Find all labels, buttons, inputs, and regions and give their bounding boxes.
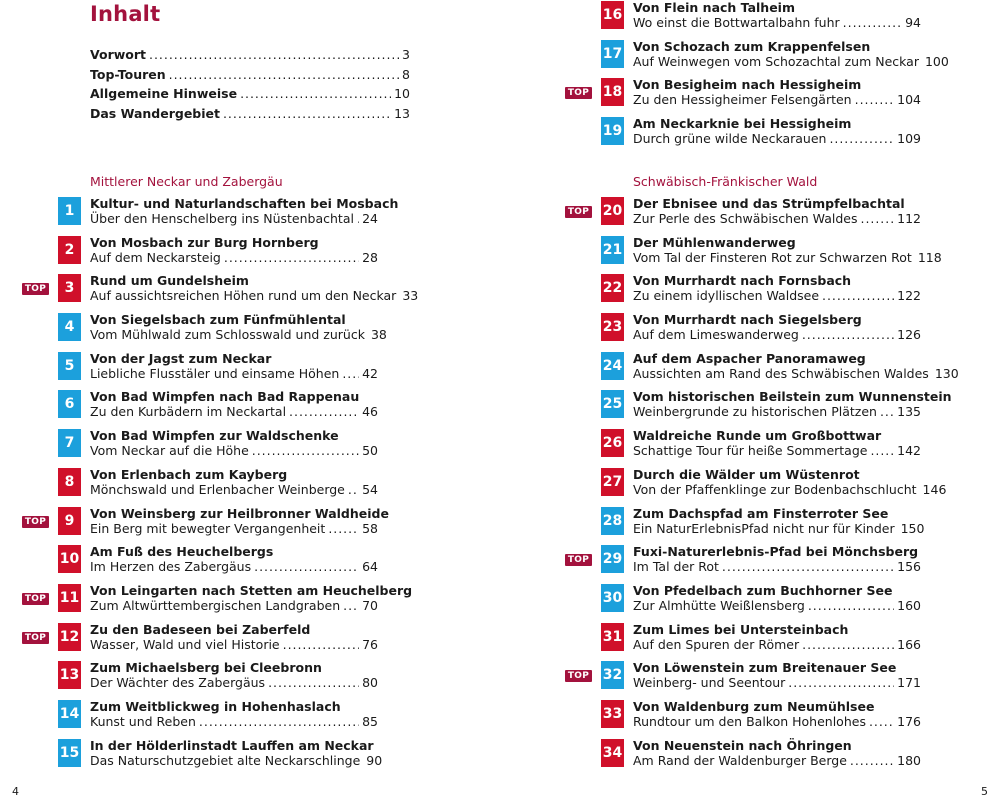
tour-text xyxy=(90,622,378,653)
tour-list-right-top xyxy=(567,0,953,155)
tour-subtitle-row xyxy=(633,365,959,382)
leader-dots xyxy=(850,753,894,769)
section-title-schwaebisch-fraenkischer-wald: Schwäbisch-Fränkischer Wald xyxy=(633,174,818,189)
tour-number-badge: 16 xyxy=(601,1,624,29)
tour-page-number: 80 xyxy=(362,675,378,691)
tour-title: Am Neckarknie bei Hessigheim xyxy=(633,116,852,132)
tour-number-badge: 31 xyxy=(601,623,624,651)
tour-number-badge: 19 xyxy=(601,117,624,145)
leader-dots xyxy=(870,443,894,459)
tour-title: Von Erlenbach zum Kayberg xyxy=(90,466,288,482)
tour-number-badge: 23 xyxy=(601,313,624,341)
tour-text xyxy=(633,234,942,266)
tour-title: Von Bad Wimpfen nach Bad Rappenau xyxy=(90,389,360,405)
leader-dots xyxy=(289,404,359,420)
tour-entry[interactable] xyxy=(601,0,953,39)
tour-subtitle-row xyxy=(90,521,378,537)
tour-subtitle: Zum Altwürttembergischen Landgraben xyxy=(90,597,341,613)
tour-subtitle-row xyxy=(633,327,921,343)
tour-number-badge: 27 xyxy=(601,468,624,496)
tour-text xyxy=(90,660,378,691)
leader-dots xyxy=(254,559,359,575)
tour-page-number: 24 xyxy=(362,211,378,226)
tour-entry[interactable] xyxy=(567,196,953,235)
leader-dots xyxy=(802,637,894,653)
tour-text xyxy=(633,273,921,304)
tour-text xyxy=(90,273,419,304)
tour-subtitle-row xyxy=(633,675,921,691)
tour-text xyxy=(633,196,921,227)
tour-subtitle-row xyxy=(90,714,378,730)
leader-dots xyxy=(343,598,359,614)
tour-page-number: 109 xyxy=(897,131,921,147)
tour-entry[interactable] xyxy=(601,312,953,351)
tour-number-badge: 20 xyxy=(601,197,624,225)
leader-dots xyxy=(268,675,359,691)
tour-page-number: 85 xyxy=(362,713,378,729)
tour-page-number: 171 xyxy=(897,675,921,691)
tour-page-number: 70 xyxy=(362,597,378,613)
tour-subtitle-row xyxy=(633,404,921,420)
tour-text xyxy=(633,466,947,498)
tour-entry[interactable] xyxy=(58,699,410,738)
tour-page-number: 100 xyxy=(924,53,949,69)
toc-entry-page: 3 xyxy=(402,47,410,62)
tour-entry[interactable] xyxy=(601,583,953,622)
leader-dots xyxy=(223,106,391,121)
tour-subtitle: Kunst und Reben xyxy=(90,713,196,729)
tour-subtitle-row xyxy=(90,443,378,459)
tour-page-number: 76 xyxy=(362,636,378,652)
tour-subtitle: Auf aussichtsreichen Höhen rund um den Neckar xyxy=(90,288,397,304)
tour-entry[interactable] xyxy=(58,389,410,428)
tour-number-badge: 33 xyxy=(601,700,624,728)
tour-subtitle-row xyxy=(90,404,378,420)
top-tour-badge: TOP xyxy=(22,593,49,605)
tour-text xyxy=(633,428,921,459)
tour-subtitle: Im Herzen des Zabergäus xyxy=(90,559,252,575)
tour-entry[interactable] xyxy=(601,506,953,545)
tour-subtitle: Der Wächter des Zabergäus xyxy=(90,675,266,691)
tour-title: Fuxi-Naturerlebnis-Pfad bei Mönchsberg xyxy=(633,544,919,560)
tour-page-number: 180 xyxy=(897,752,921,768)
tour-number-badge: 3 xyxy=(58,274,81,302)
top-tour-badge: TOP xyxy=(565,87,592,99)
tour-page-number: 54 xyxy=(362,481,378,497)
tour-subtitle: Weinbergrunde zu historischen Plätzen xyxy=(633,404,877,420)
tour-page-number: 118 xyxy=(917,249,942,265)
tour-subtitle: Am Rand der Waldenburger Berge xyxy=(633,752,847,768)
tour-entry[interactable] xyxy=(601,622,953,661)
tour-entry[interactable] xyxy=(601,39,953,78)
tour-subtitle-row xyxy=(633,249,942,266)
leader-dots xyxy=(861,211,895,227)
tour-text xyxy=(633,38,949,70)
tour-entry[interactable] xyxy=(567,77,953,116)
leader-dots xyxy=(843,15,902,31)
tour-text xyxy=(633,583,921,614)
tour-text xyxy=(90,582,413,614)
tour-number-badge: 34 xyxy=(601,739,624,767)
tour-number-badge: 2 xyxy=(58,236,81,264)
tour-subtitle: Rundtour um den Balkon Hohenlohes xyxy=(633,713,866,729)
tour-page-number: 146 xyxy=(922,481,947,497)
tour-page-number: 33 xyxy=(402,288,419,304)
toc-entry-label: Allgemeine Hinweise xyxy=(90,86,238,101)
tour-number-badge: 4 xyxy=(58,313,81,341)
tour-page-number: 126 xyxy=(897,327,921,343)
tour-subtitle-row xyxy=(90,366,378,382)
tour-title: Von Waldenburg zum Neumühlsee xyxy=(633,698,875,714)
tour-text xyxy=(633,389,952,420)
tour-text xyxy=(90,196,399,227)
top-tour-badge: TOP xyxy=(565,554,592,566)
section-title-mittlerer-neckar: Mittlerer Neckar und Zabergäu xyxy=(90,174,283,189)
tour-entry[interactable] xyxy=(601,235,953,274)
tour-subtitle-row xyxy=(633,714,921,730)
tour-text xyxy=(633,699,921,730)
tour-subtitle: Zur Almhütte Weißlensberg xyxy=(633,597,805,613)
tour-page-number: 94 xyxy=(905,15,921,30)
tour-subtitle: Vom Tal der Finsteren Rot zur Schwarzen Rot xyxy=(633,249,912,265)
tour-number-badge: 7 xyxy=(58,429,81,457)
tour-title: Von Besigheim nach Hessigheim xyxy=(633,77,862,93)
tour-title: Zum Weitblickweg in Hohenhaslach xyxy=(90,698,341,714)
tour-subtitle-row xyxy=(90,288,419,304)
tour-number-badge: 30 xyxy=(601,584,624,612)
tour-number-badge: 1 xyxy=(58,197,81,225)
tour-page-number: 176 xyxy=(897,713,921,729)
tour-subtitle: Vom Mühlwald zum Schlosswald und zurück xyxy=(90,327,365,343)
tour-subtitle-row xyxy=(633,211,921,227)
tour-page-number: 112 xyxy=(897,211,921,226)
leader-dots xyxy=(342,366,359,382)
tour-subtitle-row xyxy=(633,753,921,769)
tour-number-badge: 32 xyxy=(601,661,624,689)
tour-number-badge: 28 xyxy=(601,507,624,535)
leader-dots xyxy=(283,637,359,653)
tour-title: Von der Jagst zum Neckar xyxy=(90,350,272,366)
tour-subtitle-row xyxy=(90,327,387,343)
tour-title: Von Löwenstein zum Breitenauer See xyxy=(633,660,897,676)
tour-subtitle: Zu den Kurbädern im Neckartal xyxy=(90,404,287,420)
tour-entry[interactable] xyxy=(58,351,410,390)
tour-text xyxy=(90,699,378,730)
tour-page-number: 104 xyxy=(897,92,921,108)
tour-number-badge: 29 xyxy=(601,545,624,573)
tour-title: Von Flein nach Talheim xyxy=(633,0,795,15)
tour-subtitle: Schattige Tour für heiße Sommertage xyxy=(633,443,868,459)
tour-title: Von Murrhardt nach Siegelsberg xyxy=(633,312,862,328)
tour-entry[interactable] xyxy=(58,428,410,467)
tour-entry[interactable] xyxy=(601,467,953,506)
tour-text xyxy=(90,737,383,769)
tour-number-badge: 22 xyxy=(601,274,624,302)
toc-entry-label: Top-Touren xyxy=(90,66,166,82)
toc-entry[interactable] xyxy=(90,86,410,106)
tour-subtitle: Weinberg- und Seentour xyxy=(633,675,786,691)
leader-dots xyxy=(802,327,894,343)
leader-dots xyxy=(869,714,894,730)
leader-dots xyxy=(829,131,894,147)
leader-dots xyxy=(808,598,894,614)
toc-entry-page: 10 xyxy=(394,86,410,101)
top-tour-badge: TOP xyxy=(22,516,49,528)
tour-page-number: 90 xyxy=(366,752,383,768)
tour-subtitle-row xyxy=(633,443,921,459)
tour-entry[interactable] xyxy=(601,273,953,312)
tour-title: Von Neuenstein nach Öhringen xyxy=(633,737,852,753)
tour-text xyxy=(90,428,378,459)
top-tour-badge: TOP xyxy=(22,632,49,644)
tour-subtitle-row xyxy=(633,288,921,304)
tour-number-badge: 10 xyxy=(58,545,81,573)
tour-title: Rund um Gundelsheim xyxy=(90,273,249,289)
toc-entry[interactable] xyxy=(90,106,410,126)
tour-page-number: 64 xyxy=(362,559,378,575)
tour-text xyxy=(633,505,925,537)
tour-subtitle-row xyxy=(90,598,378,614)
page-number-right: 5 xyxy=(981,785,988,798)
tour-subtitle: Zu den Hessigheimer Felsengärten xyxy=(633,92,852,108)
tour-subtitle: Mönchswald und Erlenbacher Weinberge xyxy=(90,481,345,497)
tour-page-number: 142 xyxy=(897,443,921,459)
tour-entry[interactable] xyxy=(24,621,410,661)
tour-text xyxy=(633,738,921,769)
toc-entry-label: Vorwort xyxy=(90,47,147,62)
tour-entry[interactable] xyxy=(601,350,959,390)
tour-subtitle-row xyxy=(90,637,378,653)
toc-entry[interactable] xyxy=(90,47,410,67)
tour-subtitle: Durch grüne wilde Neckarauen xyxy=(633,131,827,147)
tour-entry[interactable] xyxy=(24,582,413,622)
tour-entry[interactable] xyxy=(601,389,953,428)
tour-subtitle: Liebliche Flusstäler und einsame Höhen xyxy=(90,365,340,381)
tour-number-badge: 25 xyxy=(601,390,624,418)
tour-subtitle: Auf Weinwegen vom Schozachtal zum Neckar xyxy=(633,53,919,69)
tour-subtitle: Ein NaturErlebnisPfad nicht nur für Kinder xyxy=(633,520,895,536)
tour-list-left xyxy=(24,196,419,776)
tour-text xyxy=(633,0,921,31)
tour-number-badge: 13 xyxy=(58,661,81,689)
leader-dots xyxy=(348,482,359,498)
page-number-left: 4 xyxy=(12,785,19,798)
tour-number-badge: 9 xyxy=(58,507,81,535)
tour-subtitle-row xyxy=(633,53,949,70)
tour-text xyxy=(90,505,389,537)
tour-subtitle: Zur Perle des Schwäbischen Waldes xyxy=(633,211,858,226)
tour-text xyxy=(90,351,378,382)
top-tour-badge: TOP xyxy=(22,283,49,295)
tour-title: Waldreiche Runde um Großbottwar xyxy=(633,428,882,444)
tour-title: Von Bad Wimpfen zur Waldschenke xyxy=(90,428,339,444)
tour-subtitle: Von der Pfaffenklinge zur Bodenbachschlucht xyxy=(633,481,917,497)
tour-entry[interactable] xyxy=(601,738,953,777)
tour-entry[interactable] xyxy=(58,467,410,506)
right-page xyxy=(500,0,1000,800)
tour-text xyxy=(90,389,378,420)
tour-page-number: 28 xyxy=(362,249,378,265)
tour-entry[interactable] xyxy=(567,544,953,583)
toc-entry-label: Das Wandergebiet xyxy=(90,105,220,121)
tour-entry[interactable] xyxy=(58,235,410,274)
leader-dots xyxy=(169,67,399,82)
tour-title: In der Hölderlinstadt Lauffen am Neckar xyxy=(90,737,374,753)
toc-entry-page: 13 xyxy=(394,105,410,121)
tour-subtitle-row xyxy=(90,482,378,498)
leader-dots xyxy=(880,404,894,420)
tour-title: Durch die Wälder um Wüstenrot xyxy=(633,466,860,482)
leader-dots xyxy=(788,675,894,691)
tour-page-number: 42 xyxy=(362,365,378,381)
tour-text xyxy=(90,312,387,343)
tour-number-badge: 24 xyxy=(601,352,624,380)
tour-title: Zum Dachspfad am Finsterroter See xyxy=(633,505,889,521)
tour-text xyxy=(90,544,378,575)
tour-subtitle: Wo einst die Bottwartalbahn fuhr xyxy=(633,15,840,30)
leader-dots xyxy=(224,250,359,266)
tour-number-badge: 12 xyxy=(58,623,81,651)
tour-entry[interactable] xyxy=(567,660,953,699)
tour-page-number: 58 xyxy=(362,520,378,536)
tour-page-number: 156 xyxy=(897,559,921,575)
tour-entry[interactable] xyxy=(601,116,953,155)
tour-subtitle-row xyxy=(90,250,378,266)
tour-title: Zum Limes bei Untersteinbach xyxy=(633,621,849,637)
tour-number-badge: 11 xyxy=(58,584,81,612)
tour-subtitle-row xyxy=(633,559,921,575)
intro-list xyxy=(90,47,410,125)
tour-title: Der Mühlenwanderweg xyxy=(633,234,796,250)
leader-dots xyxy=(822,288,894,304)
tour-entry[interactable] xyxy=(58,660,410,699)
tour-entry[interactable] xyxy=(58,544,410,583)
tour-page-number: 38 xyxy=(370,327,387,343)
toc-entry-page: 8 xyxy=(402,66,410,82)
tour-subtitle-row xyxy=(633,92,921,108)
tour-subtitle: Im Tal der Rot xyxy=(633,559,719,575)
tour-title: Von Schozach zum Krappenfelsen xyxy=(633,38,871,54)
tour-subtitle: Auf den Spuren der Römer xyxy=(633,636,800,652)
tour-number-badge: 6 xyxy=(58,390,81,418)
toc-entry[interactable] xyxy=(90,67,410,87)
tour-entry[interactable] xyxy=(24,273,419,312)
leader-dots xyxy=(722,559,894,575)
leader-dots xyxy=(855,92,895,108)
tour-title: Von Weinsberg zur Heilbronner Waldheide xyxy=(90,505,389,521)
tour-title: Am Fuß des Heuchelbergs xyxy=(90,544,274,560)
tour-subtitle-row xyxy=(90,752,383,769)
tour-number-badge: 5 xyxy=(58,352,81,380)
tour-title: Vom historischen Beilstein zum Wunnenstein xyxy=(633,389,952,405)
tour-text xyxy=(633,544,921,575)
tour-title: Von Murrhardt nach Fornsbach xyxy=(633,273,852,289)
tour-number-badge: 18 xyxy=(601,78,624,106)
tour-number-badge: 26 xyxy=(601,429,624,457)
tour-subtitle-row xyxy=(90,559,378,575)
tour-subtitle-row xyxy=(90,675,378,691)
tour-subtitle-row xyxy=(633,637,921,653)
tour-title: Von Leingarten nach Stetten am Heuchelberg xyxy=(90,582,413,598)
tour-entry[interactable] xyxy=(601,428,953,467)
tour-subtitle-row xyxy=(633,15,921,31)
tour-title: Von Mosbach zur Burg Hornberg xyxy=(90,234,319,250)
tour-subtitle: Über den Henschelberg ins Nüstenbachtal xyxy=(90,211,354,226)
tour-page-number: 166 xyxy=(897,636,921,652)
tour-text xyxy=(633,350,959,382)
tour-number-badge: 21 xyxy=(601,236,624,264)
tour-page-number: 135 xyxy=(897,404,921,420)
tour-text xyxy=(633,77,921,108)
tour-entry[interactable] xyxy=(58,196,410,235)
tour-subtitle: Auf dem Limeswanderweg xyxy=(633,327,799,343)
leader-dots xyxy=(328,521,359,537)
tour-title: Von Pfedelbach zum Buchhorner See xyxy=(633,582,893,598)
tour-title: Zum Michaelsberg bei Cleebronn xyxy=(90,660,322,676)
leader-dots xyxy=(199,714,359,730)
tour-number-badge: 15 xyxy=(58,739,81,767)
tour-text xyxy=(90,467,378,498)
tour-page-number: 150 xyxy=(900,520,925,536)
tour-text xyxy=(633,660,921,691)
leader-dots xyxy=(240,86,391,101)
tour-page-number: 160 xyxy=(897,597,921,613)
tour-page-number: 130 xyxy=(934,365,959,381)
tour-number-badge: 8 xyxy=(58,468,81,496)
tour-title: Zu den Badeseen bei Zaberfeld xyxy=(90,621,311,637)
tour-title: Auf dem Aspacher Panoramaweg xyxy=(633,350,866,366)
tour-text xyxy=(90,235,378,266)
tour-page-number: 122 xyxy=(897,288,921,304)
tour-subtitle-row xyxy=(633,520,925,537)
tour-title: Kultur- und Naturlandschaften bei Mosbach xyxy=(90,196,399,211)
tour-page-number: 50 xyxy=(362,443,378,459)
leader-dots xyxy=(149,47,399,62)
tour-text xyxy=(633,116,921,147)
tour-entry[interactable] xyxy=(58,738,410,777)
page-title: Inhalt xyxy=(90,2,161,26)
top-tour-badge: TOP xyxy=(565,206,592,218)
tour-text xyxy=(633,312,921,343)
tour-title: Der Ebnisee und das Strümpfelbachtal xyxy=(633,196,905,211)
tour-subtitle: Auf dem Neckarsteig xyxy=(90,249,221,265)
tour-subtitle-row xyxy=(633,481,947,498)
leader-dots xyxy=(357,211,359,227)
top-tour-badge: TOP xyxy=(565,670,592,682)
tour-text xyxy=(633,622,921,653)
tour-subtitle: Ein Berg mit bewegter Vergangenheit xyxy=(90,520,326,536)
tour-page-number: 46 xyxy=(362,404,378,420)
tour-number-badge: 14 xyxy=(58,700,81,728)
tour-subtitle: Aussichten am Rand des Schwäbischen Waldes xyxy=(633,365,929,381)
leader-dots xyxy=(252,443,359,459)
tour-entry[interactable] xyxy=(24,505,410,545)
tour-title: Von Siegelsbach zum Fünfmühlental xyxy=(90,312,346,328)
tour-list-right xyxy=(567,196,959,776)
tour-subtitle-row xyxy=(633,131,921,147)
tour-subtitle-row xyxy=(90,211,378,227)
tour-number-badge: 17 xyxy=(601,40,624,68)
tour-subtitle: Das Naturschutzgebiet alte Neckarschlinge xyxy=(90,752,361,768)
tour-subtitle: Zu einem idyllischen Waldsee xyxy=(633,288,820,304)
tour-subtitle-row xyxy=(633,598,921,614)
tour-subtitle: Vom Neckar auf die Höhe xyxy=(90,443,249,459)
tour-entry[interactable] xyxy=(601,699,953,738)
tour-entry[interactable] xyxy=(58,312,410,351)
tour-subtitle: Wasser, Wald und viel Historie xyxy=(90,636,280,652)
